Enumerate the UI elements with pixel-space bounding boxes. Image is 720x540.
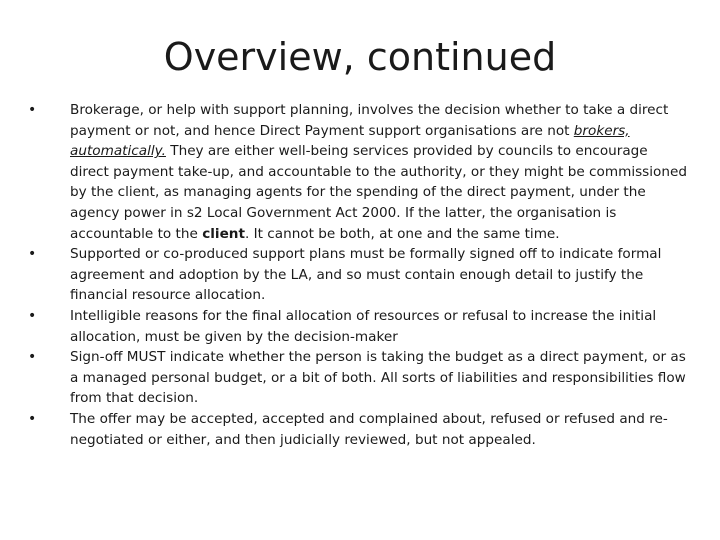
bullet-item-reasons: [28, 306, 688, 347]
bullet-item-support-plans: [28, 244, 688, 306]
bold-text: client: [202, 225, 245, 242]
bullet-item-offer: [28, 409, 688, 450]
bullet-marker: •: [28, 410, 37, 427]
bullet-text: Intelligible reasons for the final allocation of resources or refusal to increase the initial allocation, must be given by the decision-maker: [70, 307, 657, 345]
bullet-text-part: Brokerage, or help with support planning, involves the decision whether to take a direct payment or not, and hence Direct Payment support organisations are not: [70, 102, 669, 139]
bullet-marker: •: [28, 307, 37, 324]
bullet-marker: •: [28, 102, 37, 118]
bullet-text: Sign-off MUST indicate whether the person is taking the budget as a direct payment, or as a managed personal budget, or a bit of both. All sorts of liabilities and responsibilities flow from that decision.: [70, 349, 686, 407]
bullet-text-part: They are either well-being services provided by councils to encourage direct payment take-up, and accountable to the authority, or they might be commissioned by the client, as managing agents for the spending of the direct payment, under the agency power in s2 Local Government Act 2000. If the latter, the organisation is accountable to the: [70, 143, 687, 242]
bullet-text-part: . It cannot be both, at one and the same time.: [244, 225, 560, 242]
bullet-text: The offer may be accepted, accepted and complained about, refused or refused and re-negotiated or either, and then judicially reviewed, but not appealed.: [70, 410, 668, 448]
bullet-marker: •: [28, 246, 37, 263]
bullet-text: [70, 102, 687, 242]
slide-title: Overview, continued: [163, 35, 557, 79]
emphasis-text: brokers, automatically.: [70, 122, 630, 160]
bullet-text: Supported or co-produced support plans must be formally signed off to indicate formal agreement and adoption by the LA, and so must contain enough detail to justify the financial resource allocation.: [70, 246, 662, 304]
bullet-item-brokerage: [28, 100, 688, 244]
bullet-list: [28, 100, 688, 450]
bullet-marker: •: [28, 349, 37, 366]
bullet-item-sign-off: [28, 347, 688, 409]
